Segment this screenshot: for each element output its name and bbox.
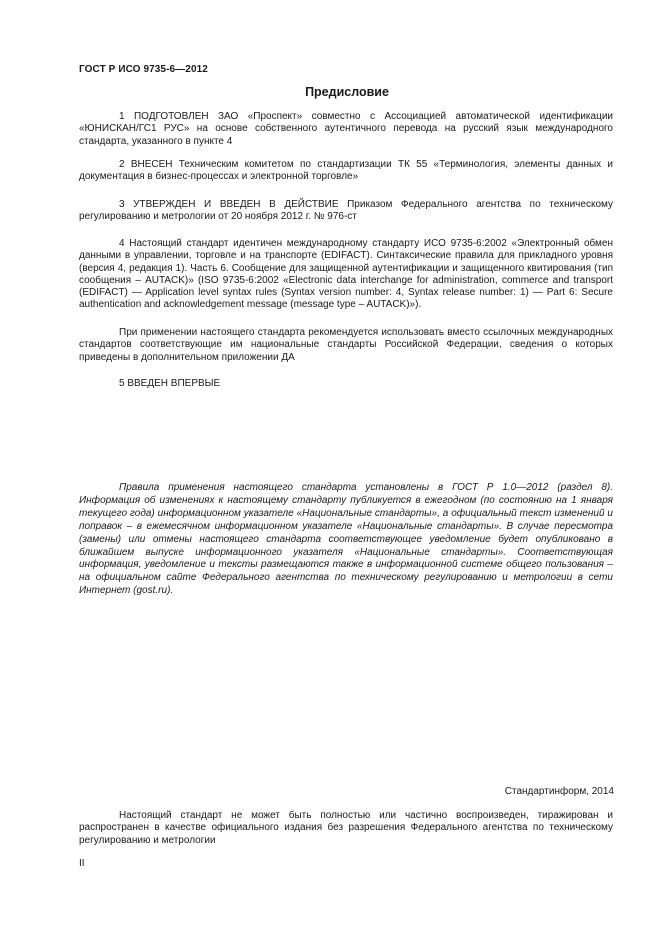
paragraph-3-approved: 3 УТВЕРЖДЕН И ВВЕДЕН В ДЕЙСТВИЕ Приказом Федерального агентства по техническому регулированию и метрологии от 20 ноября 2012 г. № 976-ст — [79, 199, 613, 223]
page-title: Предисловие — [305, 85, 389, 99]
paragraph-4-identical-standard: 4 Настоящий стандарт идентичен международному стандарту ИСО 9735-6:2002 «Электронный обмен данными в управлении, торговле и на транспорте (EDIFACT). Синтаксические правила для прикладного уровня (версия 4, редакция 1). Часть 6. Сообщение для защищенной аутентификации и защищенного квитирования (тип сообщения – AUTACK)» (ISO 9735-6:2002 «Electronic data interchange for administration, commerce and transport (EDIFACT) — Application level syntax rules (Syntax version number: 4, Syntax release number: 1) — Part 6: Secure authentication and acknowledgement message (message type – AUTACK)»). — [79, 238, 613, 311]
publisher-line: Стандартинформ, 2014 — [504, 786, 614, 797]
paragraph-1-prepared-by: 1 ПОДГОТОВЛЕН ЗАО «Проспект» совместно с Ассоциацией автоматической идентификации «ЮНИСКАН/ГС1 РУС» на основе собственного аутентичного перевода на русский язык международного стандарта, указанного в пункте 4 — [79, 111, 613, 147]
copyright-notice: Настоящий стандарт не может быть полностью или частично воспроизведен, тиражирован и распространен в качестве официального издания без разрешения Федерального агентства по техническому регулированию и метрологии — [79, 810, 613, 846]
page-number: II — [79, 858, 85, 869]
paragraph-2-introduced-by: 2 ВНЕСЕН Техническим комитетом по стандартизации ТК 55 «Терминология, элементы данных и документация в бизнес-процессах и электронной торговле» — [79, 159, 613, 183]
paragraph-4b-reference-note: При применении настоящего стандарта рекомендуется использовать вместо ссылочных международных стандартов соответствующие им национальные стандарты Российской Федерации, сведения о которых приведены в дополнительном приложении ДА — [79, 327, 613, 363]
standard-code-header: ГОСТ Р ИСО 9735-6—2012 — [79, 64, 208, 75]
paragraph-5-first-introduced: 5 ВВЕДЕН ВПЕРВЫЕ — [119, 378, 221, 389]
rules-notice: Правила применения настоящего стандарта установлены в ГОСТ Р 1.0—2012 (раздел 8). Информация об изменениях к настоящему стандарту публикуется в ежегодном (по состоянию на 1 января текущего года) информационном указателе «Национальные стандарты», а официальный текст изменений и поправок – в ежемесячном информационном указателе «Национальные стандарты». В случае пересмотра (замены) или отмены настоящего стандарта соответствующее уведомление будет опубликовано в ближайшем выпуске информационного указателя «Национальные стандарты». Соответствующая информация, уведомление и тексты размещаются также в информационной системе общего пользования – на официальном сайте Федерального агентства по техническому регулированию и метрологии в сети Интернет (gost.ru). — [79, 482, 613, 597]
